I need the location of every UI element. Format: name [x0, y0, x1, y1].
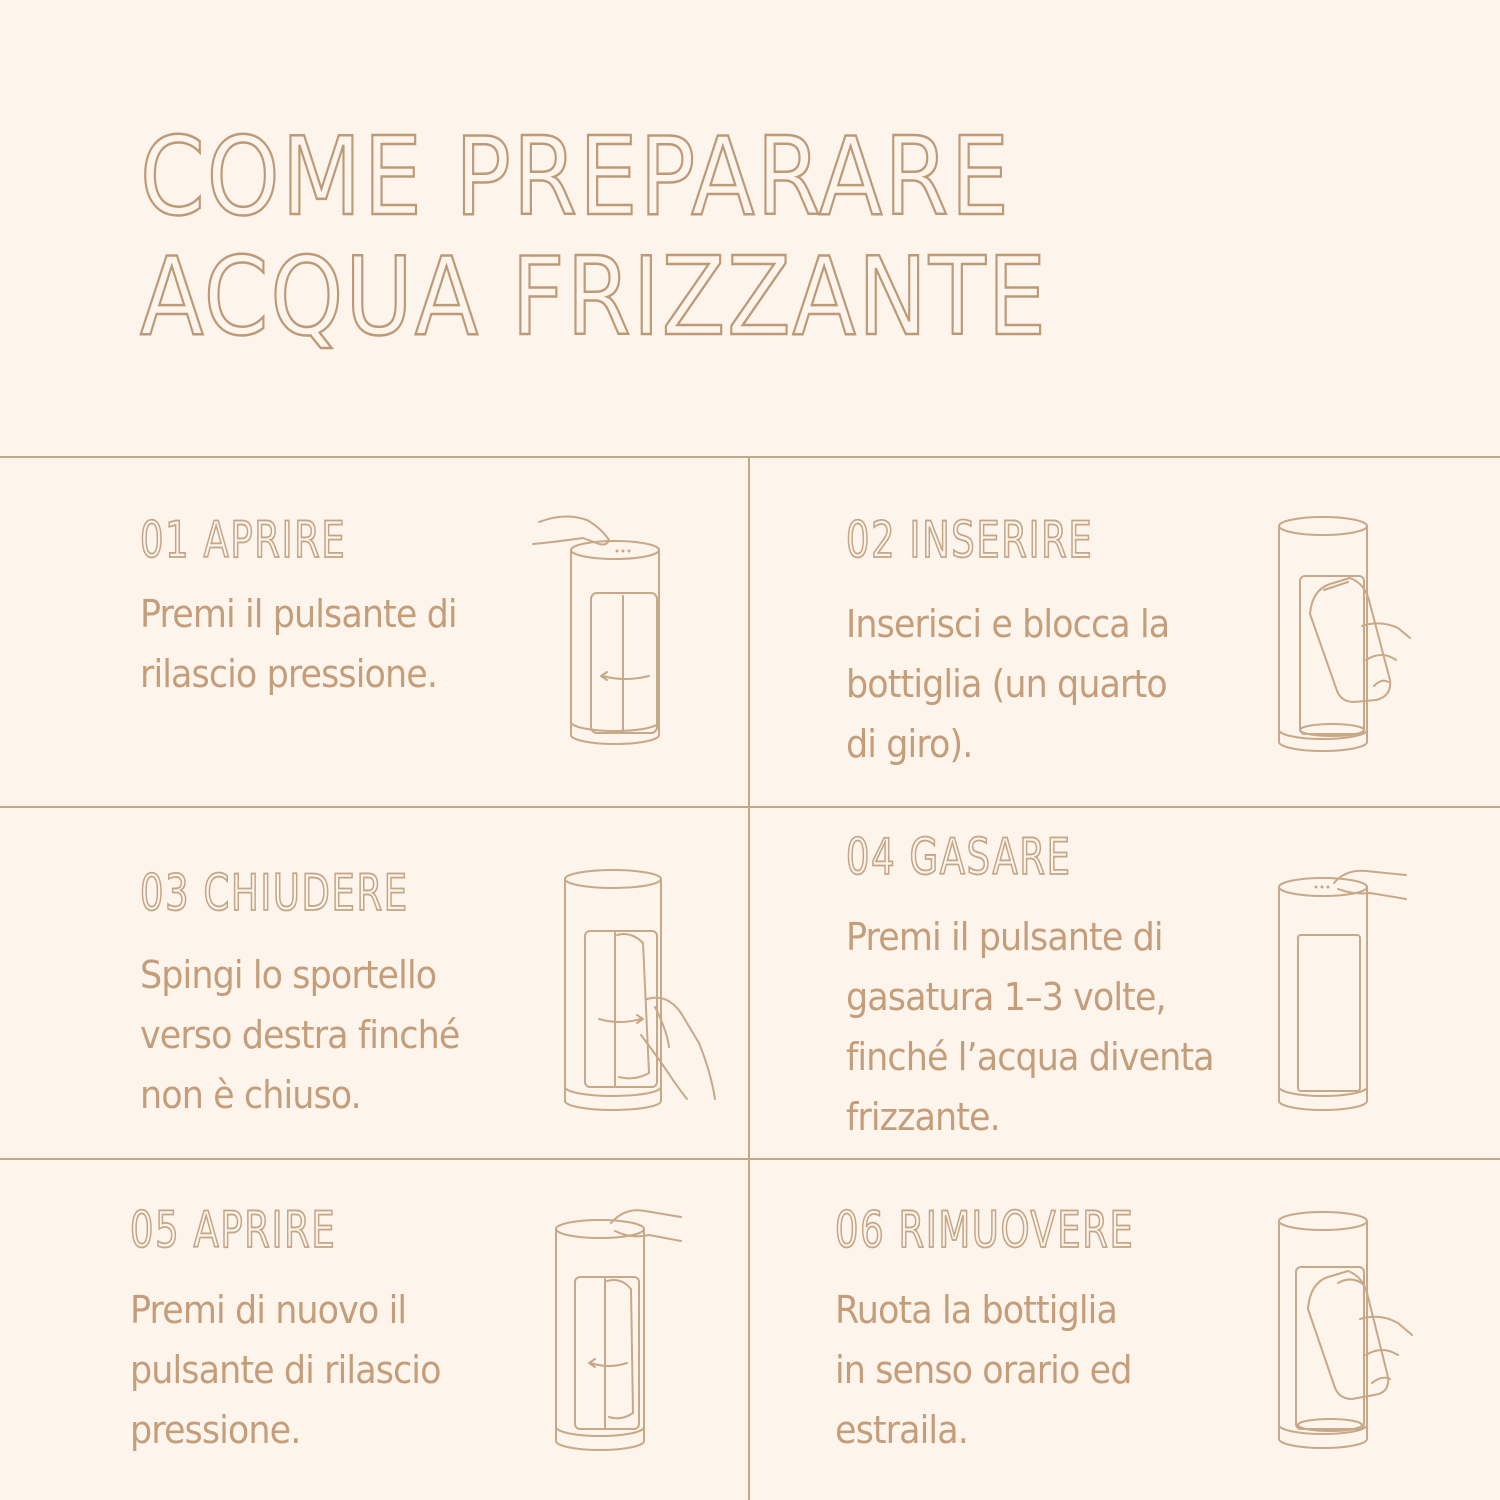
carbonate-icon	[1270, 865, 1420, 1120]
step-description: Premi di nuovo il pulsante di rilascio pressione.	[130, 1288, 441, 1452]
step-title: 05 APRIRE	[130, 1201, 337, 1259]
step-description: Premi il pulsante di gasatura 1–3 volte, finché l’acqua diventa frizzante.	[846, 915, 1214, 1139]
title-line-1: COME PREPARARE	[140, 115, 1011, 240]
press-release-icon	[545, 1205, 695, 1460]
step-description: Inserisci e blocca la bottiglia (un quarto di giro).	[846, 602, 1170, 766]
divider-top	[0, 456, 1500, 458]
step-description: Ruota la bottiglia in senso orario ed estraila.	[835, 1288, 1132, 1452]
close-door-icon	[555, 863, 725, 1118]
divider-row-1	[0, 806, 1500, 808]
remove-bottle-icon	[1270, 1205, 1420, 1460]
step-02	[846, 510, 1276, 774]
page-title	[140, 115, 1048, 360]
step-04	[846, 827, 1306, 1147]
divider-vertical	[748, 456, 750, 1500]
divider-row-2	[0, 1158, 1500, 1160]
step-06	[835, 1200, 1265, 1460]
step-title: 03 CHIUDERE	[140, 864, 409, 922]
step-01	[140, 510, 570, 704]
step-title: 01 APRIRE	[140, 511, 347, 569]
step-title: 04 GASARE	[846, 828, 1072, 886]
step-description: Premi il pulsante di rilascio pressione.	[140, 592, 457, 696]
step-title: 02 INSERIRE	[846, 511, 1094, 569]
step-03	[140, 863, 570, 1125]
step-title: 06 RIMUOVERE	[835, 1201, 1135, 1259]
title-line-2: ACQUA FRIZZANTE	[140, 235, 1048, 360]
step-05	[130, 1200, 560, 1460]
press-top-button-icon	[525, 510, 695, 765]
insert-bottle-icon	[1270, 510, 1420, 765]
step-description: Spingi lo sportello verso destra finché non è chiuso.	[140, 953, 460, 1117]
